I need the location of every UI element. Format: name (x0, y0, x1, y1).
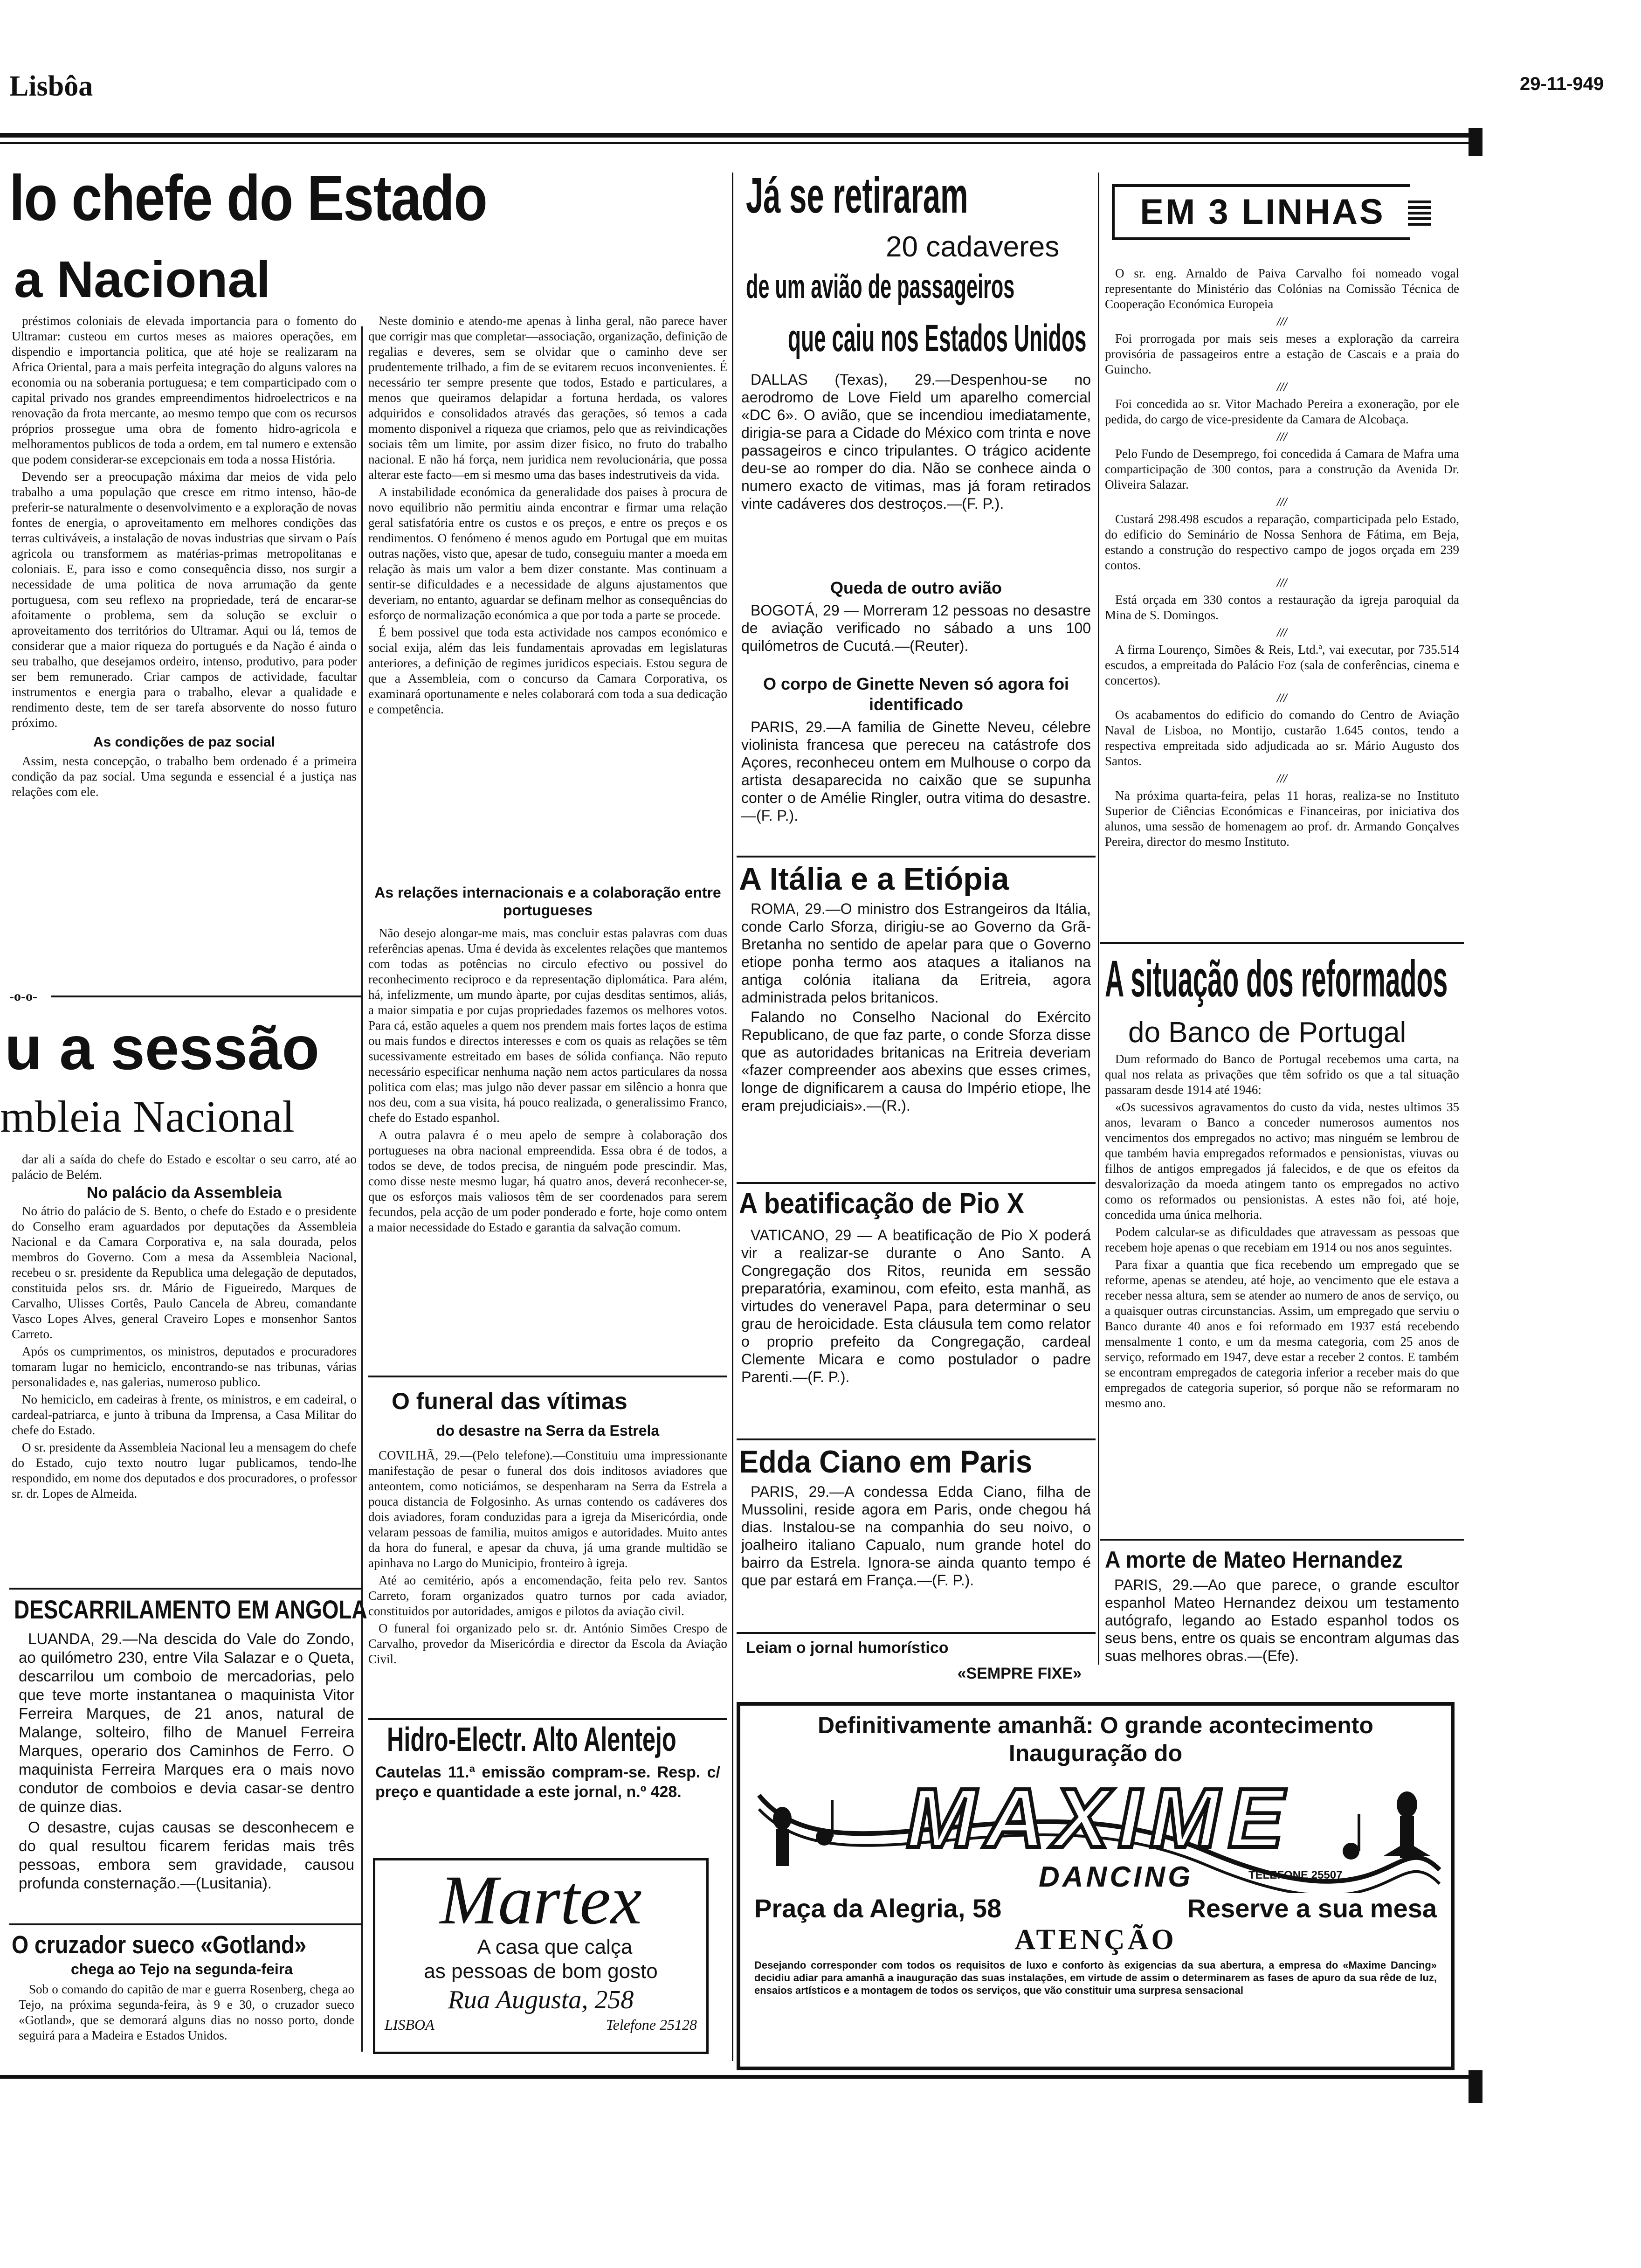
paragraph: BOGOTÁ, 29 — Morreram 12 pessoas no desastre de aviação verificado no sábado a uns 100 quilómetros de Cucutá.—(Reuter). (741, 602, 1091, 654)
article-sessao (12, 1152, 357, 1562)
section-marker: -o-o- (9, 989, 37, 1004)
em-3-linhas-list (1105, 266, 1459, 965)
list-item: Foi prorrogada por mais seis meses a exploração da carreira provisória de passageiros entre a estação de Cascais e a praia do Guincho. (1105, 332, 1459, 376)
issue-date: 29-11-949 (1520, 74, 1604, 94)
article-mateo (1105, 1576, 1459, 1688)
headline-sessao: u a sessão (5, 1014, 320, 1082)
martex-logo: Martex (440, 1861, 642, 1939)
subhead-ginette: O corpo de Ginette Neven só agora foi identificado (763, 674, 1069, 714)
paragraph: Assim, nesta concepção, o trabalho bem ordenado é a primeira condição da paz social. Uma segunda e essencial é a justiça nas relações com ele. (12, 754, 357, 799)
item-separator: /// (1277, 315, 1287, 328)
maxime-reserve: Reserve a sua mesa (1187, 1894, 1437, 1923)
headline-reformados: A situação dos reformados (1105, 950, 1448, 1008)
article-relacoes (368, 926, 727, 1364)
maxime-attention: ATENÇÃO (1014, 1924, 1177, 1956)
article-funeral (368, 1448, 727, 1709)
paragraph: LUANDA, 29.—Na descida do Vale do Zondo, ao quilómetro 230, entre Vila Salazar e o Queta, descarrilou um comboio de mercadorias, pelo que teve morte instantanea o maquinista Vitor Ferreira Marques, de 21 anos, natural de Malange, solteiro, filho de Manuel Ferreira Marques, operario dos Caminhos de Ferro. O maquinista Ferreira Marques era o mais novo condutor de comboios e devia casar-se dentro de quinze dias. (19, 1630, 354, 1815)
article-pio-x (741, 1226, 1091, 1436)
martex-line1: A casa que calça (477, 1936, 633, 1958)
rule (368, 1718, 727, 1720)
subhead-cruzador: chega ao Tejo na segunda-feira (71, 1961, 293, 1978)
headline-descarrilamento: DESCARRILAMENTO EM ANGOLA (14, 1595, 367, 1624)
headline-banco: do Banco de Portugal (1128, 1016, 1407, 1049)
headline-mateo: A morte de Mateo Hernandez (1105, 1547, 1403, 1573)
maxime-phone: TELEFONE 25507 (1248, 1869, 1343, 1881)
paragraph: PARIS, 29.—A condessa Edda Ciano, filha de Mussolini, reside agora em Paris, onde chegou há dias. Instalou-se na companhia do seu noivo, o joalheiro italiano Capualo, num grande hotel do bairro da Estrela. Ignora-se ainda quanto tempo é que par estará em França.—(F. P.). (741, 1483, 1091, 1589)
ad-hidro-text: Cautelas 11.ª emissão compram-se. Resp. c/ preço e quantidade a este jornal, n.º 428. (375, 1763, 720, 1801)
rule (737, 856, 1096, 857)
article-cruzador (19, 1982, 354, 2066)
rule (737, 1632, 1096, 1634)
list-item: A firma Lourenço, Simões & Reis, Ltd.ª, vai executar, por 735.514 escudos, a empreitada do Palácio Foz (sala de conferências, cinema e concertos). (1105, 643, 1459, 687)
item-separator: /// (1277, 626, 1287, 639)
article-bogota (741, 602, 1091, 671)
item-separator: /// (1277, 380, 1287, 394)
paragraph: PARIS, 29.—Ao que parece, o grande escultor espanhol Mateo Hernandez deixou um testamento autógrafo, legando ao Estado espanhol todos os seus bens, entre os quais se encontram algumas das suas melhores obras.—(Efe). (1105, 1577, 1459, 1664)
headline-cadaveres: 20 cadaveres (886, 231, 1060, 263)
item-separator: /// (1277, 772, 1287, 785)
paragraph: O desastre, cujas causas se desconhecem e do qual resultou ficarem feridas mais três pessoas, embora sem gravidade, causou profunda consternação.—(Lusitania). (19, 1819, 354, 1892)
list-item: Os acabamentos do edificio do comando do Centro de Aviação Naval de Lisboa, no Montijo, custarão 1.645 contos, tendo a respectiva empreitada sido adjudicada ao sr. Mário Augusto dos Santos. (1105, 708, 1459, 768)
item-separator: /// (1277, 691, 1287, 705)
article-dallas (741, 371, 1091, 576)
paragraph: ROMA, 29.—O ministro dos Estrangeiros da Itália, conde Carlo Sforza, dirigiu-se ao Governo da Grã-Bretanha no sentido de apelar para que o Governo etiope ponha termo aos ataques a italianos na antiga colónia italiana da Eritreia, agora administrada pelos britanicos. (741, 900, 1091, 1006)
headline-chefe-estado: lo chefe do Estado (9, 162, 487, 234)
item-separator: /// (1277, 495, 1287, 509)
rule (737, 1438, 1096, 1440)
paragraph: Falando no Conselho Nacional do Exército Republicano, de que faz parte, o conde Sforza disse que as autoridades britanicas na Eritreia deveriam «fazer compreender aos abexins que esses crimes, longe de dignificarem a causa do Império etiope, lhe eram prejudiciais».—(R.). (741, 1009, 1091, 1114)
rule (1100, 1539, 1464, 1541)
paragraph: Dum reformado do Banco de Portugal recebemos uma carta, na qual nos relata as privações que têm sofrido os que a tal situação passaram desde 1914 até 1946: (1105, 1052, 1459, 1097)
paragraph: préstimos coloniais de elevada importancia para o fomento do Ultramar: custeou em curtos meses as maiores operações, em dispendio e importancia politica, que até hoje se realizaram na Africa Oriental, para a mais perfeita integração do alguns valores na economia ou na soberania portuguesa; e tem comparticipado com o capital privado nos grandes empreendimentos hidroelectricos e na renovação da frota mercante, ao mesmo tempo que com os recursos próprios prossegue uma obra de fomento hidro-agricola e melhoramentos publicos de toda a ordem, em tal numero e extensão que podem considerar-se excepcionais em toda a nossa História. (12, 314, 357, 466)
paragraph: Após os cumprimentos, os ministros, deputados e procuradores tomaram lugar no hemiciclo, encontrando-se nas tribunas, várias personalidades e, nas galerias, numeroso publico. (12, 1344, 357, 1389)
top-rule-thin (0, 142, 1482, 144)
paragraph: PARIS, 29.—A familia de Ginette Neveu, célebre violinista francesa que pereceu na catástrofe dos Açores, reconheceu ontem em Mulhouse o corpo da artista desaparecida no caixão que se supunha conter o de Amélie Ringler, outra vitima do desastre.—(F. P.). (741, 719, 1091, 824)
paragraph: O funeral foi organizado pelo sr. dr. António Simões Crespo de Carvalho, provedor da Misericórdia e director da Escola da Aviação Civil. (368, 1621, 727, 1666)
headline-nacional: a Nacional (14, 251, 271, 308)
paragraph: Sob o comando do capitão de mar e guerra Rosenberg, chega ao Tejo, na próxima segunda-feira, às 9 e 30, o cruzador sueco «Gotland», que se demorará alguns dias no nosso porto, donde seguirá para a Madeira e Estados Unidos. (19, 1982, 354, 2042)
section-rule (51, 996, 361, 997)
paragraph: No átrio do palácio de S. Bento, o chefe do Estado e o presidente do Conselho eram aguardados por deputações da Assembleia Nacional e da Camara Corporativa e, na sala dourada, pelos membros do Governo. Com a mesa da Assembleia Nacional, recebeu o sr. presidente da Republica uma delegação de deputados, constituida pelos srs. dr. Mário de Figueiredo, Marques de Carvalho, Ulisses Cortês, Paulo Cancela de Abreu, comandante Vasco Lopes Alves, general Craveiro Lopes e monsenhor Santos Carreto. (12, 1204, 357, 1341)
rule (368, 1376, 727, 1377)
article-descarrilamento (19, 1630, 354, 1914)
paragraph: Podem calcular-se as dificuldades que atravessam as pessoas que recebem hoje apenas o que recebiam em 1914 ou nos anos seguintes. (1105, 1225, 1459, 1254)
list-item: O sr. eng. Arnaldo de Paiva Carvalho foi nomeado vogal representante do Ministério das Colónias na Comissão Técnica de Cooperação Económica Europeia (1105, 266, 1459, 311)
paragraph: Neste dominio e atendo-me apenas à linha geral, não parece haver que corrigir mas que completar—associação, organização, definição de regalias e deveres, sem se olvidar que o caminho deve ser prudentemente trilhado, a fim de se evitarem recuos inconvenientes. É necessário ter sempre presente que todos, Estado e particulares, a menos que queiramos delapidar a fortuna herdada, os valores adquiridos e consolidados através das gerações, só temos a cada momento disponivel a riqueza que criamos, pelo que as reivindicações sociais têm um limite, por assim dizer fisico, no fruto do trabalho nacional. E não há força, nem juridica nem revolucionária, que possa alterar este facto—em si mesmo uma das bases indestrutiveis da vida. (368, 314, 727, 482)
paragraph: No hemiciclo, em cadeiras à frente, os ministros, e em cadeiral, o cardeal-patriarca, e junto à tribuna da Imprensa, a Casa Militar do chefe do Estado. (12, 1392, 357, 1437)
subhead-queda: Queda de outro avião (830, 578, 1002, 597)
article-message-part1 (12, 313, 357, 901)
headline-cruzador: O cruzador sueco «Gotland» (12, 1931, 307, 1959)
paragraph: É bem possivel que toda esta actividade nos campos económico e social exija, além das leis fundamentais aprovadas em legislaturas anteriores, a definição de regimes juridicos especiais. Estou segura de que a Assembleia, com o concurso da Camara Corporativa, os examinará oportunamente e neles colaborará com toda a sua dedicação e competência. (368, 625, 727, 716)
paragraph: Não desejo alongar-me mais, mas concluir estas palavras com duas referências apenas. Uma é devida às excelentes relações que mantemos com todas as potências no circulo efectivo ou possivel do reconhecimento reciproco e da representação diplomática. Para além, há, infelizmente, um mundo àparte, por cujas desditas sentimos, aliás, a maior simpatia e por cujas propriedades fazemos os melhores votos. Para cá, estão aqueles a quem nos prendem mais fortes laços de estima ou mais fundos e directos interesses e com os quais as relações se têm sucessivamente estreitado em bases de sólida confiança. Não reputo necessário especificar nenhuma nação nem actos particulares da nossa politica com elas; mas julgo não dever passar em silêncio a honra que nos deu, com a sua visita, há pouco realizada, o generalissimo Franco, chefe do Estado espanhol. (368, 926, 727, 1125)
article-reformados (1105, 1051, 1459, 1536)
list-item: Foi concedida ao sr. Vitor Machado Pereira a exoneração, por ele pedida, do cargo de vice-presidente da Camara de Alcobaça. (1105, 397, 1459, 426)
headline-funeral: O funeral das vítimas (392, 1388, 627, 1414)
subhead-funeral: do desastre na Serra da Estrela (436, 1422, 660, 1439)
maxime-dancing: DANCING (1039, 1861, 1193, 1893)
rule (9, 1588, 361, 1590)
maxime-address: Praça da Alegria, 58 (754, 1894, 1002, 1923)
maxime-line2: Inauguração do (1008, 1740, 1183, 1766)
paragraph: O sr. presidente da Assembleia Nacional leu a mensagem do chefe do Estado, cujo texto noutro lugar publicamos, tendo-lhe respondido, em nome dos deputados e dos procuradores, o professor sr. dr. Lopes de Almeida. (12, 1440, 357, 1500)
top-rule (0, 133, 1482, 138)
maxime-logo: MAXIME (906, 1771, 1292, 1865)
headline-retiraram: Já se retiraram (746, 167, 968, 223)
article-message-part2 (368, 313, 727, 901)
paragraph: Devendo ser a preocupação máxima dar meios de vida pelo trabalho a uma população que cresce em ritmo intenso, hão-de preferir-se naturalmente o desenvolvimento e a exploração de novas fontes de energia, o aproveitamento em melhores condições das terras cultiváveis, a instalação de novas industrias que sirvam o País agricola ou transformem as matérias-primas metropolitanas e coloniais. E, para isso e como consequência disso, nos surgir a necessidade de uma politica de nova arrumação da gente portuguesa, com seu reflexo na propriedade, terá de encarar-se afoitamente o problema, sem da solução se excluir o aproveitamento dos territórios do Ultramar. Aqui ou lá, temos de considerar que a maior riqueza do portugués e da Nação é ainda o seu trabalho, que desejamos ordeiro, intenso, produtivo, para poder ser bem remunerado. Criar campos de actividade, facultar instrumentos e energia para o trabalho, elevar a qualidade e rendimento deste, tem de ser tarefa absorvente do nosso futuro próximo. (12, 470, 357, 730)
paragraph: A outra palavra é o meu apelo de sempre à colaboração dos portugueses na obra nacional empreendida. Essa obra é de todos, a todos se deve, de todos precisa, de ninguém pode prescindir. Mas, como disse neste mesmo lugar, há quatro anos, deverá reconhecer-se, que os esforços mais valiosos têm de ser coordenados para serem fecundos, pela acção de um poder ponderado e forte, hoje como ontem a maior necessidade do Estado e garantia da salvação comum. (368, 1128, 727, 1234)
headline-estados-unidos: que caiu nos Estados Unidos (788, 317, 1087, 360)
item-separator: /// (1277, 576, 1287, 589)
paragraph: Até ao cemitério, após a encomendação, feita pelo rev. Santos Carreto, foram organizados quatro turnos por cada aviador, constituidos por autoridades, amigos e pilotos da aviação civil. (368, 1573, 727, 1618)
headline-hidro: Hidro-Electr. Alto Alentejo (387, 1721, 676, 1758)
paper-name: Lisbôa (9, 70, 93, 102)
bottom-rule (0, 2075, 1482, 2079)
rule (737, 1182, 1096, 1184)
list-item: Está orçada em 330 contos a restauração da igreja paroquial da Mina de S. Domingos. (1105, 593, 1459, 622)
box-ornament (1408, 201, 1431, 228)
paragraph: «Os sucessivos agravamentos do custo da vida, nestes ultimos 35 anos, levaram o Banco a conceder numerosos aumentos nos vencimentos dos empregados no activo; mas ninguém se lembrou de que também havia empregados reformados e pensionistas, viuvas ou filhos de antigos empregados já falecidos, e de que os efeitos da desvalorização da moeda atingem tanto os empregados no activo como os reformados ou pensionistas. A estes não foi, até hoje, concedida uma única melhoria. (1105, 1100, 1459, 1222)
column-divider (1098, 173, 1099, 1665)
list-item: Na próxima quarta-feira, pelas 11 horas, realiza-se no Instituto Superior de Ciências Económicas e Financeiras, por iniciativa dos alunos, uma sessão de homenagem ao prof. dr. Armando Gonçalves Pereira, director do mesmo Instituto. (1105, 788, 1459, 849)
rule (1100, 942, 1464, 944)
martex-phone: Telefone 25128 (606, 2016, 697, 2033)
paragraph: DALLAS (Texas), 29.—Despenhou-se no aerodromo de Love Field um aparelho comercial «DC 6». O avião, que se incendiou imediatamente, dirigia-se para a Cidade do México com trinta e nove passageiros e cinco tripulantes. O trágico acidente deu-se ao romper do dia. Não se conhece ainda o numero exacto de vitimas, mas já foram retirados vinte cadáveres dos destroços.—(F. P.). (741, 371, 1091, 512)
article-ginette (741, 718, 1091, 858)
promo-jornal: Leiam o jornal humorístico (746, 1639, 949, 1657)
article-edda (741, 1483, 1091, 1632)
paragraph: Para fixar a quantia que fica recebendo um empregado que se reforme, apenas se atendeu, até hoje, ao vencimento que ele estava a receber nessa altura, sem se atender ao numero de anos de serviço, ou a quaisquer outras circunstancias. Assim, um empregado que serviu o Banco durante 40 anos e foi reformado em 1937 está recebendo mensalmente 1 conto, e um da mesma categoria, com 25 anos de serviço, reformado em 1947, deve estar a receber 2 contos. E também se encontram empregados de categoria inferior a receber mais do que empregados de categoria superior, só porque não se reformaram no mesmo ano. (1105, 1258, 1459, 1410)
paragraph: COVILHÃ, 29.—(Pelo telefone).—Constituiu uma impressionante manifestação de pesar o funeral dos dois inditosos aviadores que anteontem, como noticiámos, se despenharam na Serra da Estrela a pouca distancia de Folgosinho. As urnas contendo os cadáveres dos dois aviadores, foram conduzidas para a igreja da Misericórdia, onde velaram pessoas de familia, muitos amigos e autoridades. Muito antes da hora do funeral, e apesar da chuva, já uma grande multidão se apinhava no Largo do Municipio, fronteiro à igreja. (368, 1448, 727, 1570)
column-divider (361, 326, 363, 2052)
subhead-relacoes: As relações internacionais e a colaboração entre portugueses (374, 884, 721, 919)
edge-bar (1469, 2070, 1482, 2103)
ad-martex (373, 1858, 709, 2054)
em-3-linhas-box (1112, 184, 1410, 240)
rule (9, 1923, 361, 1925)
headline-edda: Edda Ciano em Paris (739, 1444, 1033, 1480)
em-3-linhas-title: EM 3 LINHAS (1140, 192, 1385, 232)
headline-aviao: de um avião de passageiros (746, 268, 1015, 305)
list-item: Custará 298.498 escudos a reparação, comparticipada pelo Estado, do edificio do Seminário de Nossa Senhora de Fátima, em Beja, estando a construção do respectivo campo de jogos orçada em 239 contos. (1105, 512, 1459, 572)
headline-pio-x: A beatificação de Pio X (739, 1188, 1024, 1220)
martex-address: Rua Augusta, 258 (448, 1985, 634, 2014)
column-divider (732, 173, 733, 2061)
ad-maxime (737, 1702, 1455, 2070)
paragraph: dar ali a saída do chefe do Estado e escoltar o seu carro, até ao palácio de Belém. (12, 1152, 357, 1182)
item-separator: /// (1277, 430, 1287, 443)
headline-assembleia: mbleia Nacional (0, 1092, 295, 1141)
martex-city: LISBOA (385, 2016, 434, 2033)
maxime-line1: Definitivamente amanhã: O grande acontecimento (818, 1712, 1373, 1738)
paragraph: VATICANO, 29 — A beatificação de Pio X poderá vir a realizar-se durante o Ano Santo. A Congregação dos Ritos, reunida em sessão preparatória, examinou, com efeito, esta manhã, as virtudes do veneravel Papa, para determinar o seu grau de heroicidade. Esta cláusula tem como relator o proprio prefeito da Congregação, cardeal Clemente Micara e como postulador o padre Parenti.—(F. P.). (741, 1227, 1091, 1385)
headline-italia: A Itália e a Etiópia (739, 861, 1009, 897)
edge-bar (1469, 128, 1482, 156)
list-item: Pelo Fundo de Desemprego, foi concedida á Camara de Mafra uma comparticipação de 300 contos, para a construção da Avenida Dr. Oliveira Salazar. (1105, 447, 1459, 491)
subhead-palacio: No palácio da Assembleia (86, 1184, 282, 1202)
subhead-paz-social: As condições de paz social (93, 734, 276, 750)
martex-line2: as pessoas de bom gosto (424, 1960, 658, 1983)
promo-sempre-fixe: «SEMPRE FIXE» (957, 1665, 1082, 1682)
maxime-notice: Desejando corresponder com todos os requisitos de luxo e conforto às exigencias da sua abertura, a empresa do «Maxime Dancing» decidiu adiar para amanhã a inauguração das suas instalações, em virtude de assim o determinarem as fases de apuro da sua rêde de luz, ensaios artísticos e a montagem de todos os serviços, que vão constituir uma surpresa sensacional (754, 1959, 1437, 1996)
paragraph: A instabilidade económica da generalidade dos paises à procura de novo equilibrio não permitiu ainda encontrar e firmar uma relação geral satisfatória entre os custos e os preços, e entre os preços e os rendimentos. O fenómeno é menos agudo em Portugal que em muitas outras nações, visto que, apesar de tudo, conseguiu manter a moeda em relação às mais um valor a bem dizer constante. Mas continuam a sentir-se dificuldades e a necessidade de alguns ajustamentos que deveriam, no entanto, aguardar se definam melhor as consequências do esforço de normalização económica a que por toda a parte se procede. (368, 485, 727, 622)
article-italia (741, 900, 1091, 1180)
